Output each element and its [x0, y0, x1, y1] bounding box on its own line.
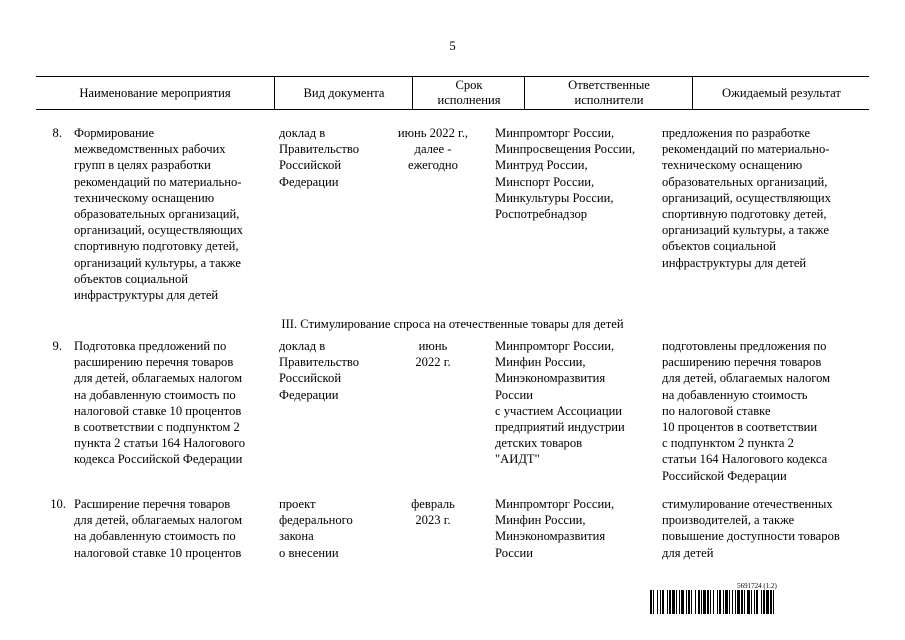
row-result: подготовлены предложения по расширению перечня товаров для детей, облагаемых налогом на добавленную стоимость по налоговой ставке 10 процентов в соответствии с подпунктом 2 пункта 2 статьи 164 Налогового кодекса Российской Федерации [662, 339, 831, 483]
row-name: Подготовка предложений по расширению перечня товаров для детей, облагаемых налогом на добавленную стоимость по налоговой ставке 10 процентов в соответствии с подпунктом 2 пункта 2 статьи 164 Налогового кодекса Российской Федерации [74, 339, 246, 467]
row-result: предложения по разработке рекомендаций по материально- техническому оснащению образовательных организаций, организаций, осуществляющих спортивную подготовку детей, организаций культуры, а также объектов социальной инфраструктуры для детей [662, 126, 831, 270]
row-number: 8. [52, 126, 62, 140]
barcode-image [650, 590, 860, 614]
section-title: III. Стимулирование спроса на отечественные товары для детей [281, 317, 624, 331]
row-result: стимулирование отечественных производителей, а также повышение доступности товаров для детей [662, 497, 840, 560]
header-deadline: Срок исполнения [412, 77, 525, 109]
row-responsible: Минпромторг России, Минфин России, Минэкономразвития России с участием Ассоциации предприятий индустрии детских товаров "АИДТ" [495, 339, 625, 467]
row-deadline: июнь 2022 г., далее - ежегодно [397, 126, 469, 173]
table-header [36, 76, 869, 110]
row-doc-type: доклад в Правительство Российской Федерации [279, 126, 360, 189]
header-name: Наименование мероприятия [79, 85, 231, 100]
header-doc-type: Вид документа [274, 77, 413, 109]
header-responsible: Ответственные исполнители [524, 77, 693, 109]
row-name: Формирование межведомственных рабочих групп в целях разработки рекомендаций по материально- техническому оснащению образовательных организаций, организаций, осуществляющих спортивную подготовку детей, организаций культуры, а также объектов социальной инфраструктуры для детей [74, 126, 243, 303]
row-responsible: Минпромторг России, Минфин России, Минэкономразвития России [495, 497, 615, 560]
row-responsible: Минпромторг России, Минпросвещения России, Минтруд России, Минспорт России, Минкультуры России, Роспотребнадзор [495, 126, 636, 222]
row-name: Расширение перечня товаров для детей, облагаемых налогом на добавленную стоимость по налоговой ставке 10 процентов [74, 497, 243, 560]
row-doc-type: проект федерального закона о внесении [279, 497, 353, 560]
row-number: 9. [52, 339, 62, 353]
page-number: 5 [449, 38, 456, 53]
row-deadline: июнь 2022 г. [415, 339, 451, 370]
row-number: 10. [50, 497, 66, 511]
row-doc-type: доклад в Правительство Российской Федерации [279, 339, 360, 402]
header-result: Ожидаемый результат [692, 77, 870, 109]
document-code: 5691724 (1.2) [737, 582, 777, 590]
row-deadline: февраль 2023 г. [411, 497, 455, 528]
